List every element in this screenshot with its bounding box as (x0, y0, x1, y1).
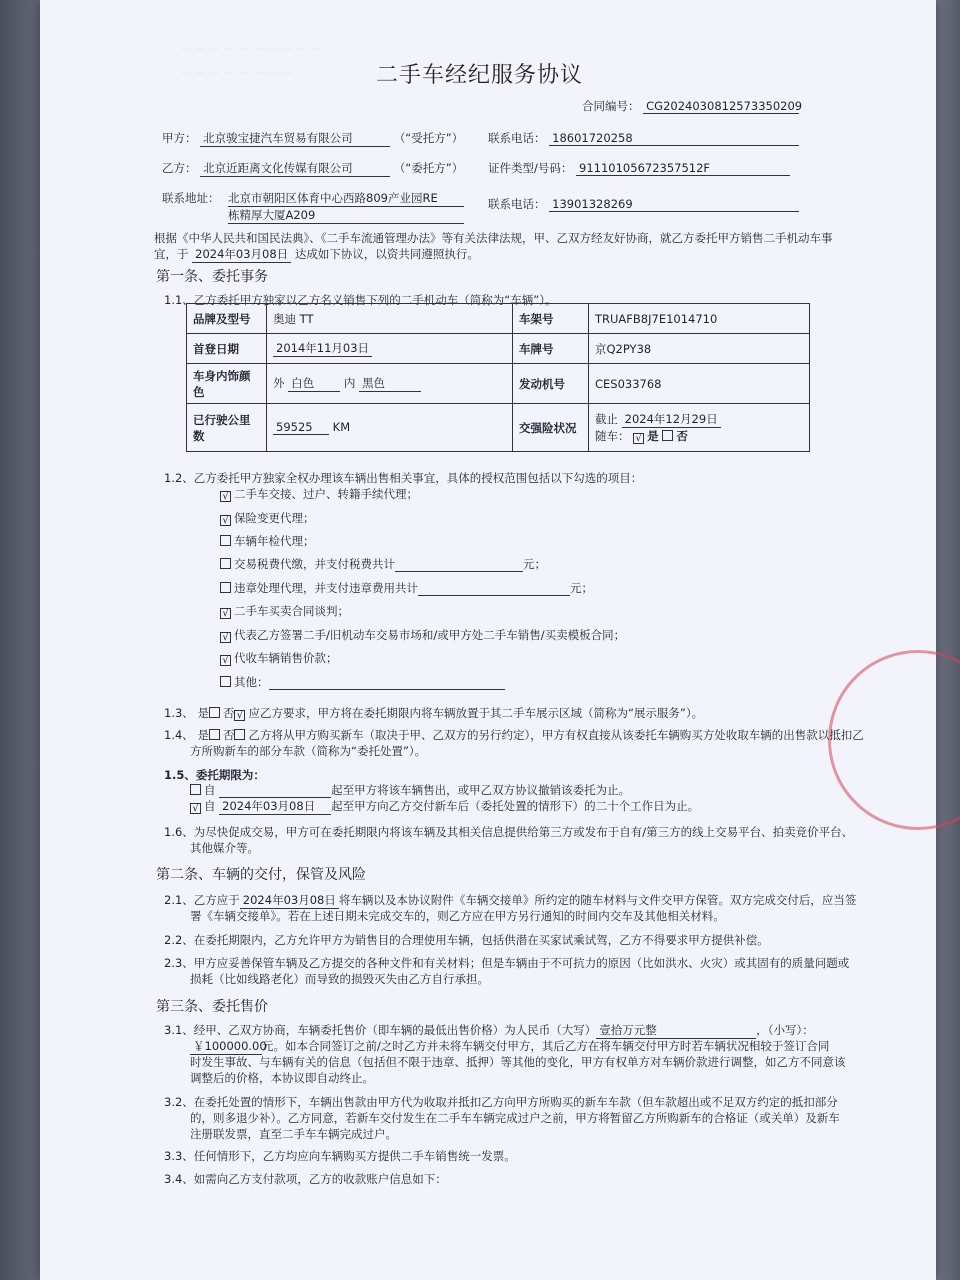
authorization-option (220, 603, 349, 619)
table-row (187, 364, 810, 404)
clause-1-3-no-checkbox[interactable]: √ (234, 710, 245, 721)
section-3-heading: 第三条、委托售价 (156, 999, 268, 1015)
party-b-id-label: 证件类型/号码： (488, 161, 573, 175)
party-b-phone-label: 联系电话： (488, 197, 546, 211)
mileage-unit: KM (332, 420, 351, 434)
option-blank-field[interactable] (418, 581, 570, 596)
authorization-option (220, 580, 593, 596)
interior-color: 黑色 (359, 375, 421, 392)
clause-3-2-line-3: 注册联发票，直至二手车车辆完成过户。 (190, 1127, 397, 1141)
term-start-date: 2024年03月08日 (219, 798, 331, 815)
clause-3-1-line-3: 时发生事故、与车辆有关的信息（包括但不限于违章、抵押）等其他的变化，甲方有权单方对车辆价款进行调整，如乙方不同意该 (190, 1055, 846, 1069)
option-label: 违章处理代理，并支付违章费用共计 (234, 581, 418, 595)
party-a-row (162, 130, 463, 147)
insurance-no-checkbox[interactable] (662, 430, 673, 441)
term-option-2-checkbox[interactable]: √ (190, 803, 201, 814)
vehicle-info-table (186, 303, 810, 452)
table-row (187, 404, 810, 452)
option-checkbox[interactable]: √ (220, 608, 231, 619)
clause-3-4: 3.4、如需向乙方支付款项，乙方的收款账户信息如下： (164, 1172, 447, 1186)
address-line-2: 栋精厚大厦A209 (228, 207, 464, 224)
vin-label: 车架号 (513, 304, 589, 334)
clause-2-1-line-2: 署《车辆交接单》。若在上述日期未完成交车的，则乙方应在甲方另行通知的时间内交车及其他相关材料。 (190, 909, 725, 923)
clause-1-2: 1.2、乙方委托甲方独家全权办理该车辆出售相关事宜，具体的授权范围包括以下勾选的项目： (164, 471, 643, 485)
option-checkbox[interactable] (220, 558, 231, 569)
term-option-2: √ 自 2024年03月08日 起至甲方向乙方交付新车后（委托处置的情形下）的二十个工作日为止。 (190, 798, 699, 815)
option-label: 二手车买卖合同谈判； (234, 604, 349, 618)
registration-date-value: 2014年11月03日 (273, 340, 372, 357)
clause-1-4-no-checkbox[interactable] (234, 729, 245, 740)
option-blank-field[interactable] (395, 557, 523, 572)
preamble-line-2: 宜，于 2024年03月08日 达成如下协议，以资共同遵照执行。 (154, 247, 479, 261)
clause-2-2: 2.2、在委托期限内，乙方允许甲方为销售目的合理使用车辆，包括供潜在买家试乘试驾，乙方不得要求甲方提供补偿。 (164, 933, 769, 947)
authorization-option (220, 650, 338, 666)
term-option-1-checkbox[interactable] (190, 784, 201, 795)
table-row (187, 334, 810, 364)
authorization-option (220, 627, 625, 643)
color-label: 车身内饰颜色 (187, 364, 267, 404)
party-b-row (162, 160, 463, 177)
term-option-1: 自 起至甲方将该车辆售出，或甲乙双方协议撤销该委托为止。 (190, 782, 630, 798)
contract-page: — — — — — — — — — — — — — — — — — — 二手车经纪服务协议 合同编号： CG20240308125733502​09 甲方： 北京骏宝捷汽车贸易有限公司 （“受托方”） 联系电话： 18601720258 乙方： 北京近距离文化传媒有限公司 （“委托方”） 证件类型/号码： 91110105672357512F 联系地址： 北京市朝阳区体育中心西路809产业园RE 栋精厚大厦A209 联系电话： 13901328269 根据《中华人民共和国民法典》、《二手车流通管理办法》等有关法律法规，甲、乙双方经友好协商，就乙方委托甲方销售二手机动车事 宜，于 2024年03月08日 达成如下协议，以资共同遵照执行。 第一条、委托事务 1.1、乙方委托甲方独家以乙方名义销售下列的二手机动车（简称为“车辆”）。 品牌及型号 奥迪 TT 车架号 TRUAFB8J7E1014710 首登日期 2014年11月03日 车牌号 京Q2PY38 车身内饰颜色 外 白色 内 黑色 发动机号 CES033768 已行驶公里数 59525 KM 交强险状况 截止 2024年12月29日 随车： √ 是 否 1.2、乙方委托甲方独家全权办理该车辆出售相关事宜，具体的授权范围包括以下勾选的项目： √ 二手车交接、过户、转籍手续代理； √ 保险变更代理； 车辆年检代理； 交易税费代缴，并支付税费共计 元； 违章处理代理，并支付违章费用共计 元； √ 二手车买卖合同谈判； √ 代表乙方签署二手/旧机动车交易市场和/或甲方处二手车销售/买卖模板合同； √ 代收车辆销售价款； 其他： 1.3、 是 否 √ 应乙方要求，甲方将在委托期限内将车辆放置于其二手车展示区域（简称为“展示服务”）。 1.4、 是 否 乙方将从甲方购买新车（取决于甲、乙双方的另行约定），甲方有权直接从该委托车辆购买方处收取车辆的出售款以抵扣乙 方所购新车的部分车款（简称为“委托处置”）。 1.5、委托期限为： 自 起至甲方将该车辆售出，或甲乙双方协议撤销该委托为止。 √ 自 2024年03月08日 起至甲方向乙方交付新车后（委托处置的情形下）的二十个工作日为止。 1.6、为尽快促成交易，甲方可在委托期限内将该车辆及其相关信息提供给第三方或发布于自有/第三方的线上交易平台、拍卖竞价平台、 其他媒介等。 第二条、车辆的交付，保管及风险 2.1、乙方应于 2024年03月08日 将车辆以及本协议附件《车辆交接单》所约定的随车材料与文件交甲方保管。双方完成交付后，应当签 署《车辆交接单》。若在上述日期未完成交车的，则乙方应在甲方另行通知的时间内交车及其他相关材料。 2.2、在委托期限内，乙方允许甲方为销售目的合理使用车辆，包括供潜在买家试乘试驾，乙方不得要求甲方提供补偿。 2.3、甲方应妥善保管车辆及乙方提交的各种文件和有关材料；但是车辆由于不可抗力的原因（比如洪水、火灾）或其固有的质量问题或 损耗（比如线路老化）而导致的损毁灭失由乙方自行承担。 第三条、委托售价 3.1、经甲、乙双方协商，车辆委托售价（即车辆的最低出售价格）为人民币（大写） 壹拾万元整 ，（小写）： ￥100000.00元。如本合同签订之前/之时乙方并未将车辆交付甲方，其后乙方在将车辆交付甲方时若车辆状况相较于签订合同 时发生事故、与车辆有关的信息（包括但不限于违章、抵押）等其他的变化，甲方有权单方对车辆价款进行调整，如乙方不同意该 调整后的价格，本协议即自动终止。 3.2、在委托处置的情形下，车辆出售款由甲方代为收取并抵扣乙方向甲方所购买的新车车款（但车款超出或不足双方约定的抵扣部分 的，则多退少补）。乙方同意，若新车交付发生在二手车车辆完成过户之前，甲方将暂留乙方所购新车的合格证（或关单）及新车 注册联发票，直至二手车车辆完成过户。 3.3、任何情形下，乙方均应向车辆购买方提供二手车销售统一发票。 3.4、如需向乙方支付款项，乙方的收款账户信息如下： (40, 0, 936, 1280)
option-label: 二手车交接、过户、转籍手续代理； (234, 487, 418, 501)
party-b-role: （“委托方”） (393, 161, 464, 175)
clause-1-4-line-2: 方所购新车的部分车款（简称为“委托处置”）。 (190, 744, 427, 758)
authorization-option (220, 556, 546, 572)
registration-date-cell (267, 334, 513, 364)
party-a-phone-label: 联系电话： (488, 131, 546, 145)
authorization-option (220, 486, 418, 502)
party-a-label: 甲方： (162, 131, 197, 145)
clause-1-4: 1.4、 是 否 乙方将从甲方购买新车（取决于甲、乙双方的另行约定），甲方有权直接从该委托车辆购买方处收取车辆的出售款以抵扣乙 (164, 728, 864, 742)
option-label: 代表乙方签署二手/旧机动车交易市场和/或甲方处二手车销售/买卖模板合同； (234, 628, 626, 642)
party-a-role: （“受托方”） (393, 131, 464, 145)
party-b-label: 乙方： (162, 161, 197, 175)
section-2-heading: 第二条、车辆的交付，保管及风险 (156, 867, 366, 883)
option-checkbox[interactable]: √ (220, 515, 231, 526)
clause-1-3-yes-checkbox[interactable] (209, 707, 220, 718)
clause-1-3: 1.3、 是 否 √ 应乙方要求，甲方将在委托期限内将车辆放置于其二手车展示区域（简称为“展示服务”）。 (164, 706, 704, 721)
handover-date: 2024年03月08日 (240, 892, 339, 909)
clause-3-2: 3.2、在委托处置的情形下，车辆出售款由甲方代为收取并抵扣乙方向甲方所购买的新车车款（但车款超出或不足双方约定的抵扣部分 (164, 1095, 838, 1109)
clause-3-3: 3.3、任何情形下，乙方均应向车辆购买方提供二手车销售统一发票。 (164, 1149, 516, 1163)
price-lowercase: ￥100000.00 (190, 1038, 262, 1055)
authorization-option (220, 510, 315, 526)
option-label: 车辆年检代理； (234, 534, 315, 548)
brand-value: 奥迪 TT (267, 304, 513, 334)
plate-value: 京Q2PY38 (589, 334, 810, 364)
clause-1-6: 1.6、为尽快促成交易，甲方可在委托期限内将该车辆及其相关信息提供给第三方或发布于自有/第三方的线上交易平台、拍卖竞价平台、 (164, 825, 854, 839)
table-row (187, 304, 810, 334)
exterior-color: 白色 (288, 375, 340, 392)
mileage-value: 59525 (273, 420, 329, 435)
clause-2-3: 2.3、甲方应妥善保管车辆及乙方提交的各种文件和有关材料；但是车辆由于不可抗力的原因（比如洪水、火灾）或其固有的质量问题或 (164, 956, 850, 970)
clause-2-1: 2.1、乙方应于 2024年03月08日 将车辆以及本协议附件《车辆交接单》所约定的随车材料与文件交甲方保管。双方完成交付后，应当签 (164, 893, 857, 907)
option-checkbox[interactable]: √ (220, 491, 231, 502)
mileage-cell (267, 404, 513, 452)
option-blank-field[interactable] (269, 675, 505, 690)
option-checkbox[interactable] (220, 535, 231, 546)
document-title: 二手车经纪服务协议 (376, 63, 584, 88)
engine-value: CES033768 (589, 364, 810, 404)
clause-3-1-line-4: 调整后的价格，本协议即自动终止。 (190, 1071, 374, 1085)
registration-date-label: 首登日期 (187, 334, 267, 364)
agreement-date: 2024年03月08日 (192, 246, 291, 263)
party-b-phone-row (488, 196, 799, 212)
clause-1-4-yes-checkbox[interactable] (209, 729, 220, 740)
contract-number-value: CG20240308125733502​09 (643, 99, 799, 114)
insurance-yes-checkbox[interactable]: √ (633, 433, 644, 444)
clause-3-1-line-2: ￥100000.00元。如本合同签订之前/之时乙方并未将车辆交付甲方，其后乙方在将车辆交付甲方时若车辆状况相较于签订合同 (190, 1038, 829, 1055)
mileage-label: 已行驶公里数 (187, 404, 267, 452)
insurance-until-date: 2024年12月29日 (622, 411, 721, 428)
option-checkbox[interactable] (220, 582, 231, 593)
option-checkbox[interactable] (220, 676, 231, 687)
option-checkbox[interactable]: √ (220, 632, 231, 643)
contract-number-row (582, 98, 803, 114)
authorization-option (220, 674, 505, 690)
section-1-heading: 第一条、委托事务 (156, 269, 268, 285)
clause-1-1: 1.1、乙方委托甲方独家以乙方名义销售下列的二手机动车（简称为“车辆”）。 (164, 293, 557, 307)
brand-label: 品牌及型号 (187, 304, 267, 334)
clause-2-3-line-2: 损耗（比如线路老化）而导致的损毁灭失由乙方自行承担。 (190, 972, 489, 986)
party-b-name: 北京近距离文化传媒有限公司 (200, 160, 390, 177)
insurance-cell: 截止 2024年12月29日 随车： √ 是 否 (589, 404, 810, 452)
insurance-label: 交强险状况 (513, 404, 589, 452)
engine-label: 发动机号 (513, 364, 589, 404)
party-a-phone: 18601720258 (549, 131, 799, 146)
preamble-line-1: 根据《中华人民共和国民法典》、《二手车流通管理办法》等有关法律法规，甲、乙双方经友好协商，就乙方委托甲方销售二手机动车事 (154, 231, 833, 245)
party-b-id: 91110105672357512F (576, 161, 790, 176)
party-a-name: 北京骏宝捷汽车贸易有限公司 (200, 130, 390, 147)
plate-label: 车牌号 (513, 334, 589, 364)
clause-3-1: 3.1、经甲、乙双方协商，车辆委托售价（即车辆的最低出售价格）为人民币（大写） 壹拾万元整 ，（小写）： (164, 1023, 814, 1037)
vin-value: TRUAFB8J7E1014710 (589, 304, 810, 334)
party-b-phone: 13901328269 (549, 197, 799, 212)
clause-1-5: 1.5、委托期限为： (164, 768, 265, 782)
address-line-1: 北京市朝阳区体育中心西路809产业园RE (228, 190, 464, 207)
option-checkbox[interactable]: √ (220, 655, 231, 666)
clause-1-6-line-2: 其他媒介等。 (190, 841, 259, 855)
party-a-phone-row (488, 130, 799, 146)
option-label: 代收车辆销售价款； (234, 651, 338, 665)
option-label: 其他： (234, 675, 269, 689)
authorization-option (220, 533, 315, 549)
address-label: 联系地址： (162, 191, 220, 205)
price-uppercase: 壹拾万元整 (596, 1022, 756, 1039)
clause-3-2-line-2: 的，则多退少补）。乙方同意，若新车交付发生在二手车车辆完成过户之前，甲方将暂留乙方所购新车的合格证（或关单）及新车 (190, 1111, 840, 1125)
color-cell: 外 白色 内 黑色 (267, 364, 513, 404)
party-b-id-row (488, 160, 790, 176)
option-label: 保险变更代理； (234, 511, 315, 525)
contract-number-label: 合同编号： (582, 99, 640, 113)
option-label: 交易税费代缴，并支付税费共计 (234, 557, 395, 571)
option-suffix: 元； (523, 557, 546, 571)
option-suffix: 元； (570, 581, 593, 595)
